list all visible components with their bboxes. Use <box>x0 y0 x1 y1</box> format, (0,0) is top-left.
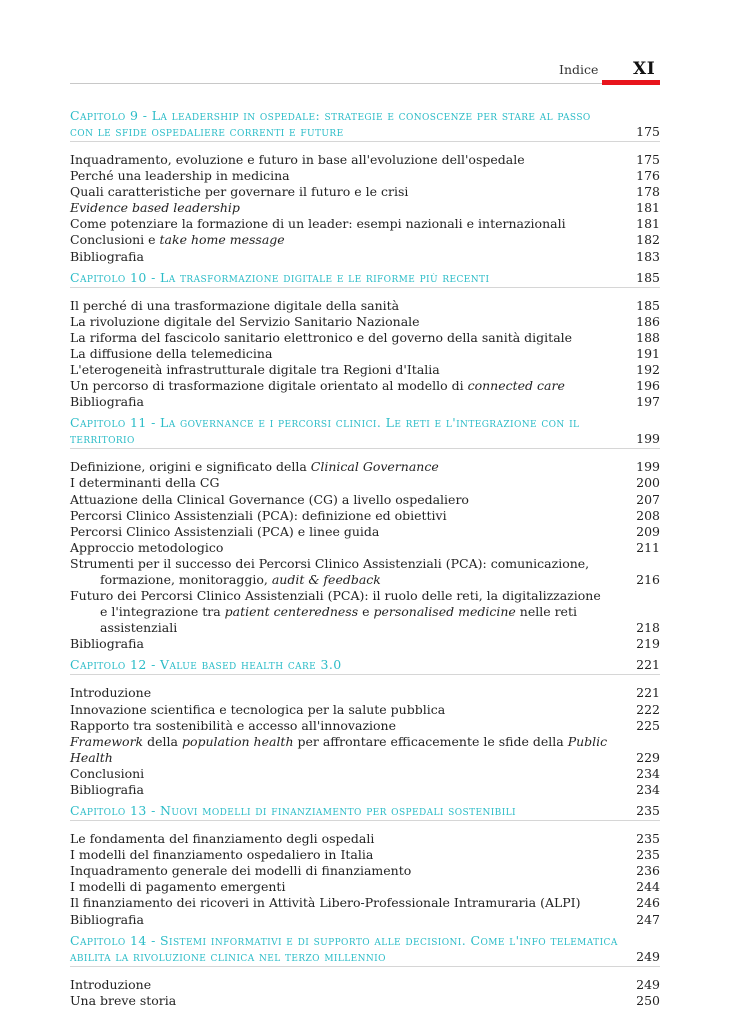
toc-entry[interactable] <box>70 782 660 798</box>
entry-title: Definizione, origini e significato della <box>70 459 311 475</box>
toc-entry[interactable] <box>70 636 660 652</box>
toc-entry[interactable] <box>70 863 660 879</box>
toc-entry[interactable] <box>70 540 660 556</box>
entry-page: 211 <box>636 539 660 555</box>
chapter-page: 199 <box>636 431 660 447</box>
entry-title-italic: Public Health <box>70 733 608 765</box>
chapter-page: 249 <box>636 948 660 964</box>
entry-title-italic: Clinical Governance <box>310 459 439 475</box>
running-header-title: Indice <box>559 62 599 77</box>
entry-page: 178 <box>636 184 660 200</box>
entry-page: 200 <box>636 475 660 491</box>
entry-page: 244 <box>636 879 660 895</box>
entry-title-italic: population health <box>181 733 294 749</box>
entry-title: Conclusioni <box>70 765 145 781</box>
toc-entry[interactable] <box>70 362 660 378</box>
entry-page: 199 <box>636 459 660 475</box>
entry-page: 219 <box>636 636 660 652</box>
toc-entry[interactable] <box>70 298 660 314</box>
entry-title: Inquadramento generale dei modelli di finanziamento <box>70 863 412 879</box>
entry-page: 182 <box>636 232 660 248</box>
entry-text: della <box>143 733 182 749</box>
entry-title: Il finanziamento dei ricoveri in Attività Libero-Professionale Intramuraria (ALPI) <box>70 895 581 911</box>
entry-title: Approccio metodologico <box>70 539 224 555</box>
toc-entry[interactable] <box>70 508 660 524</box>
chapter-page: 175 <box>636 124 660 139</box>
entry-text: nelle reti assistenziali <box>100 604 577 636</box>
entry-page: 247 <box>636 911 660 927</box>
chapter-title: Capitolo 13 - Nuovi modelli di finanziamento per ospedali sostenibili <box>70 803 516 819</box>
entry-page: 207 <box>636 491 660 507</box>
entry-page: 246 <box>636 895 660 911</box>
toc-entry[interactable] <box>70 912 660 928</box>
entry-title: Un percorso di trasformazione digitale orientato al modello di <box>70 378 468 394</box>
entry-page: 221 <box>636 685 660 701</box>
entry-page: 192 <box>636 362 660 378</box>
chapter-page: 221 <box>636 657 660 673</box>
toc-entry[interactable] <box>70 718 660 734</box>
header-rule <box>70 83 660 84</box>
toc-entry[interactable] <box>70 766 660 782</box>
toc-entry[interactable] <box>70 977 660 993</box>
chapter-9-heading[interactable] <box>70 108 660 142</box>
chapter-12-heading[interactable] <box>70 657 660 675</box>
toc-entry[interactable] <box>70 847 660 863</box>
entry-title: Futuro dei Percorsi Clinico Assistenziali (PCA): il ruolo delle reti, la digitalizzazione <box>70 588 601 604</box>
entry-title: La rivoluzione digitale del Servizio Sanitario Nazionale <box>70 313 420 329</box>
entry-page: 191 <box>636 345 660 361</box>
toc-entry[interactable] <box>70 475 660 491</box>
entry-title: Come potenziare la formazione di un leader: esempi nazionali e internazionali <box>70 216 566 232</box>
entry-page: 209 <box>636 523 660 539</box>
toc-entry[interactable] <box>70 184 660 200</box>
entry-page: 197 <box>636 394 660 410</box>
entry-page: 234 <box>636 765 660 781</box>
page-number: XI <box>633 59 656 79</box>
chapter-title: Capitolo 9 - La leadership in ospedale: strategie e conoscenze per stare al passo con le sfide ospedaliere correnti e future <box>70 108 591 139</box>
entry-title-italic: connected care <box>467 378 565 394</box>
toc-entry[interactable] <box>70 378 660 394</box>
entry-title: La diffusione della telemedicina <box>70 345 273 361</box>
entry-title: I modelli del finanziamento ospedaliero in Italia <box>70 847 374 863</box>
entry-title: Innovazione scientifica e tecnologica per la salute pubblica <box>70 701 446 717</box>
toc-entry[interactable] <box>70 346 660 362</box>
entry-title: Attuazione della Clinical Governance (CG) a livello ospedaliero <box>70 491 469 507</box>
entry-title: La riforma del fascicolo sanitario elettronico e del governo della sanità digitale <box>70 329 573 345</box>
chapter-14-heading[interactable] <box>70 933 660 967</box>
chapter-page: 185 <box>636 269 660 285</box>
entry-page: 176 <box>636 168 660 184</box>
entry-title: Introduzione <box>70 976 152 992</box>
entry-title: Strumenti per il successo dei Percorsi Clinico Assistenziali (PCA): comunicazione, <box>70 555 590 571</box>
entry-title-italic: personalised medicine <box>373 604 516 620</box>
entry-title: Le fondamenta del finanziamento degli ospedali <box>70 831 375 847</box>
entry-title: Bibliografia <box>70 394 144 410</box>
toc-entry[interactable] <box>70 831 660 847</box>
entry-title: Percorsi Clinico Assistenziali (PCA): definizione ed obiettivi <box>70 507 447 523</box>
toc-entry[interactable] <box>70 588 660 636</box>
entry-page: 208 <box>636 507 660 523</box>
entry-text: e l'integrazione tra <box>100 604 225 620</box>
chapter-page: 235 <box>636 803 660 819</box>
entry-title: Il perché di una trasformazione digitale della sanità <box>70 297 400 313</box>
chapter-title: Capitolo 10 - La trasformazione digitale e le riforme più recenti <box>70 269 490 285</box>
chapter-title: Capitolo 14 - Sistemi informativi e di supporto alle decisioni. Come l'info telematica abilita la rivoluzione clinica nel terzo millennio <box>70 932 618 964</box>
toc-entry[interactable] <box>70 152 660 168</box>
entry-title: Conclusioni e <box>70 232 160 248</box>
entry-page: 216 <box>636 571 660 587</box>
entry-title: Percorsi Clinico Assistenziali (PCA) e linee guida <box>70 523 380 539</box>
entry-title-italic: patient centeredness <box>224 604 359 620</box>
entry-page: 196 <box>636 378 660 394</box>
entry-title: Rapporto tra sostenibilità e accesso all'innovazione <box>70 717 397 733</box>
entry-page: 235 <box>636 831 660 847</box>
entry-text: formazione, monitoraggio, <box>100 571 272 587</box>
entry-title: Bibliografia <box>70 911 144 927</box>
entry-title: L'eterogeneità infrastrutturale digitale tra Regioni d'Italia <box>70 362 440 378</box>
entry-title-continuation <box>70 604 618 636</box>
toc-entry[interactable] <box>70 232 660 248</box>
toc-entry[interactable] <box>70 895 660 911</box>
entry-text: e <box>358 604 374 620</box>
entry-page: 218 <box>636 620 660 636</box>
table-of-contents <box>70 108 660 1009</box>
toc-entry[interactable] <box>70 524 660 540</box>
entry-page: 181 <box>636 200 660 216</box>
toc-entry[interactable] <box>70 200 660 216</box>
entry-page: 225 <box>636 717 660 733</box>
entry-page: 234 <box>636 782 660 797</box>
entry-page: 175 <box>636 152 660 167</box>
toc-entry[interactable] <box>70 702 660 718</box>
chapter-10-heading[interactable] <box>70 270 660 288</box>
entry-title: Una breve storia <box>70 992 177 1008</box>
entry-page: 249 <box>636 976 660 992</box>
chapter-title: Capitolo 11 - La governance e i percorsi clinici. Le reti e l'integrazione con il territorio <box>70 415 580 447</box>
entry-page: 181 <box>636 216 660 232</box>
entry-page: 185 <box>636 297 660 313</box>
toc-entry[interactable] <box>70 314 660 330</box>
entry-title: I modelli di pagamento emergenti <box>70 879 286 895</box>
entry-page: 222 <box>636 701 660 717</box>
entry-title: Bibliografia <box>70 636 144 652</box>
toc-entry[interactable] <box>70 879 660 895</box>
toc-entry[interactable] <box>70 556 660 588</box>
toc-entry[interactable] <box>70 394 660 410</box>
entry-page: 235 <box>636 847 660 863</box>
chapter-title: Capitolo 12 - Value based health care 3.0 <box>70 657 342 673</box>
toc-entry[interactable] <box>70 330 660 346</box>
entry-page: 183 <box>636 248 660 264</box>
entry-page: 186 <box>636 313 660 329</box>
entry-title: I determinanti della CG <box>70 475 220 491</box>
toc-entry[interactable] <box>70 685 660 701</box>
chapter-11-heading[interactable] <box>70 415 660 449</box>
chapter-13-heading[interactable] <box>70 803 660 821</box>
toc-entry[interactable] <box>70 459 660 475</box>
toc-entry[interactable] <box>70 993 660 1009</box>
entry-page: 250 <box>636 992 660 1008</box>
entry-title: Evidence based leadership <box>70 200 240 216</box>
entry-title: Inquadramento, evoluzione e futuro in base all'evoluzione dell'ospedale <box>70 152 525 167</box>
entry-title: Bibliografia <box>70 782 144 797</box>
entry-title: Bibliografia <box>70 248 144 264</box>
toc-entry[interactable] <box>70 734 660 766</box>
toc-entry[interactable] <box>70 216 660 232</box>
accent-bar <box>602 80 660 85</box>
entry-title: Introduzione <box>70 685 152 701</box>
toc-entry[interactable] <box>70 492 660 508</box>
entry-page: 229 <box>636 749 660 765</box>
toc-entry[interactable] <box>70 168 660 184</box>
entry-page: 236 <box>636 863 660 879</box>
entry-title-italic: take home message <box>159 232 285 248</box>
entry-title: Perché una leadership in medicina <box>70 168 290 184</box>
entry-page: 188 <box>636 329 660 345</box>
entry-title-italic: audit & feedback <box>271 571 381 587</box>
entry-title: Quali caratteristiche per governare il futuro e le crisi <box>70 184 409 200</box>
entry-title-continuation <box>70 572 618 588</box>
toc-entry[interactable] <box>70 249 660 265</box>
entry-title-italic: Framework <box>70 733 144 749</box>
entry-text: per affrontare efficacemente le sfide della <box>293 733 568 749</box>
